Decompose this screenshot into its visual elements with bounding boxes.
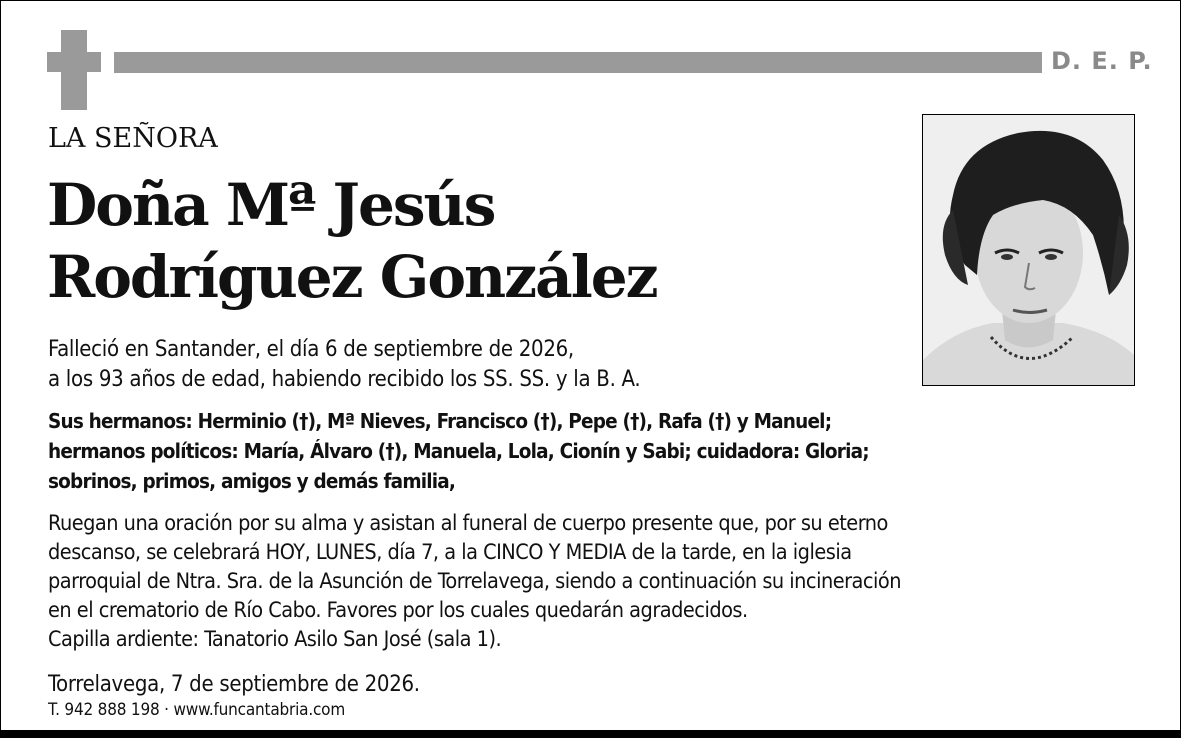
death-line-2: a los 93 años de edad, habiendo recibido los SS. SS. y la B. A.: [48, 367, 641, 392]
funeral-details: [48, 509, 1148, 654]
portrait-photo: [922, 114, 1135, 386]
place-date: Torrelavega, 7 de septiembre de 2026.: [48, 672, 420, 697]
name-line-1: Doña Mª Jesús: [47, 171, 495, 239]
bottom-border: [0, 730, 1181, 738]
family-line-2: hermanos políticos: María, Álvaro (†), Manuela, Lola, Cionín y Sabi; cuidadora: Gloria;: [48, 439, 869, 463]
family-line-1: Sus hermanos: Herminio (†), Mª Nieves, Francisco (†), Pepe (†), Rafa (†) y Manuel;: [48, 409, 832, 433]
funeral-line-2: descanso, se celebrará HOY, LUNES, día 7, a la CINCO Y MEDIA de la tarde, en la iglesia: [48, 540, 852, 565]
funeral-line-4: en el crematorio de Río Cabo. Favores por los cuales quedarán agradecidos.: [48, 598, 748, 623]
funeral-line-1: Ruegan una oración por su alma y asistan al funeral de cuerpo presente que, por su eterno: [48, 511, 888, 536]
dep-label: D. E. P.: [1051, 47, 1153, 75]
funeral-line-3: parroquial de Ntra. Sra. de la Asunción de Torrelavega, siendo a continuación su incineración: [48, 569, 902, 594]
family-list: [48, 406, 1128, 496]
deceased-name: [47, 169, 657, 313]
funeral-line-5: Capilla ardiente: Tanatorio Asilo San José (sala 1).: [48, 627, 502, 652]
honorific: LA SEÑORA: [48, 123, 218, 154]
header-rule: [114, 52, 1042, 73]
name-line-2: Rodríguez González: [47, 243, 657, 311]
cross-icon: [47, 30, 101, 110]
death-notice: [48, 335, 640, 395]
death-line-1: Falleció en Santander, el día 6 de septiembre de 2026,: [48, 337, 574, 362]
contact-info: T. 942 888 198 · www.funcantabria.com: [48, 700, 346, 720]
family-line-3: sobrinos, primos, amigos y demás familia,: [48, 469, 456, 493]
